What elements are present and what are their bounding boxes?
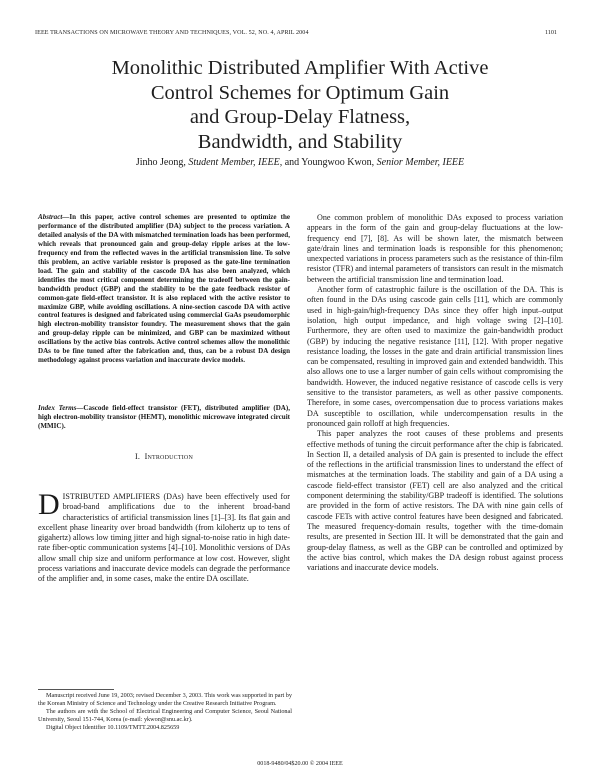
drop-cap: D xyxy=(38,488,60,521)
footnote-rule xyxy=(38,689,114,690)
page-number: 1101 xyxy=(545,30,557,36)
author-membership: Student Member, IEEE, xyxy=(188,157,283,168)
introduction-paragraph xyxy=(38,488,290,585)
author-line xyxy=(30,157,570,168)
author-membership: Senior Member, IEEE xyxy=(376,157,465,168)
section-heading xyxy=(38,452,290,461)
title-line: and Group-Delay Flatness, xyxy=(189,106,411,129)
intro-first-word: ISTRIBUTED AMPLIFIERS xyxy=(62,492,161,501)
index-terms-text: Cascode field-effect transistor (FET), distributed amplifier (DA), high electron-mobility transistor (HEMT), monolithic microwave integrated circuit (MMIC). xyxy=(38,404,290,430)
footnote: Manuscript received June 19, 2003; revised December 3, 2003. This work was supported in part by the Korean Ministry of Science and Technology under the Creative Research Initiative Program. xyxy=(38,692,292,707)
running-header: IEEE TRANSACTIONS ON MICROWAVE THEORY AND TECHNIQUES, VOL. 52, NO. 4, APRIL 2004 xyxy=(35,30,309,36)
title-line: Bandwidth, and Stability xyxy=(197,130,403,153)
abstract-label: Abstract— xyxy=(38,213,70,221)
title-line: Monolithic Distributed Amplifier With Active xyxy=(111,57,489,79)
footnote: Digital Object Identifier 10.1109/TMTT.2004.825659 xyxy=(46,724,180,731)
author-name: Jinho Jeong, xyxy=(135,157,186,168)
author-name: and Youngwoo Kwon, xyxy=(284,157,375,168)
paper-title xyxy=(30,56,570,154)
index-terms xyxy=(38,404,290,431)
abstract-text: In this paper, active control schemes are presented to optimize the performance of the distributed amplifier (DA) subject to the process variation. A detailed analysis of the DA with mismatched termination loads has been performed, which reveals that pronounced gain and group-delay ripple arises at the low-frequency end from the reflected waves in the artificial transmission line. To solve this problem, an active variable resistor is proposed as the gate-line termination load. The gain and stability of the cascode DA has also been analyzed, which identifies the most critical component determining the tradeoff between the gain-bandwidth product (GBP) and the stability to be the gate feedback resistor of common-gate field-effect transistor. It is also replaced with the active resistor to maximize GBP, while avoiding oscillations. A nine-section cascode DA with active control features is designed and fabricated using commercial GaAs pseudomorphic high electron-mobility transistor foundry. The measurement shows that the gain and group-delay ripple can be minimized, and GBP can be maximized without oscillations by the active bias controls. Active control schemes allow the monolithic DAs to be fine tuned after the fabrication and, thus, can be a robust DA design methodology against process variation and inaccurate device models. xyxy=(38,213,290,365)
title-line: Control Schemes for Optimum Gain xyxy=(150,81,450,104)
abstract xyxy=(38,213,290,365)
body-paragraph: One common problem of monolithic DAs exposed to process variation appears in the form of the gain and group-delay fluctuations at the low-frequency end [7], [8]. As will be shown later, the mismatch between gate/drain lines and termination loads is responsible for this phenomenon; unexpected variations in process parameters such as the resistance of thin-film resistor (TFR) and internal parameters of transistors can result in the mismatch between the artificial transmission line and termination load. xyxy=(307,213,563,284)
body-paragraph: This paper analyzes the root causes of these problems and presents effective methods of tuning the circuit performance after the chip is fabricated. In Section II, a detailed analysis of DA gain is presented to include the effect of the reflections in the artificial transmission lines to understand the effect of mismatches at the termination loads. The stability and gain of a DA using a cascode field-effect transistor (FET) cell are also analyzed and the critical component determining the stability/GBP tradeoff is identified. The solutions are provided in the form of active resistors. The DA with nine gain cells of cascode FETs with active control features have been designed and fabricated. The measured frequency-domain results, together with the time-domain results, are presented in Section III. It will be demonstrated that the gain and group-delay flatness, as well as the GBP can be controlled and optimized by the active bias control, which makes the DA design robust against process variations and inaccurate device models. xyxy=(307,429,563,573)
section-number: I. xyxy=(134,452,141,461)
index-terms-label: Index Terms— xyxy=(38,404,84,412)
body-paragraph: Another form of catastrophic failure is the oscillation of the DA. This is often found in the DAs using cascode gain cells [11], which are commonly used in high-gain/high-frequency DAs since they offer high input–output isolation, high output impedance, and high voltage swing [2]–[10]. Furthermore, they are often used to maximize the gain-bandwidth product (GBP) by inducing the negative resistance [11], [12]. With proper negative resistance loading, the losses in the gate and drain artificial transmission lines can be compensated, resulting in improved gain and extended bandwidth. This also allows one to use a larger number of gain cells without compromising the bandwidth. However, the induced negative resistance of cascode cells is very sensitive to the transistor parameters, as well as other passive components. Therefore, in some cases, overcompensation due to process variations makes DA susceptible to oscillation, while undercompensation results in the pronounced gain rolloff at high frequencies. xyxy=(307,285,563,428)
footnotes xyxy=(38,692,292,732)
copyright-line: 0018-9480/04$20.00 © 2004 IEEE xyxy=(257,761,343,767)
intro-text: (DAs) have been effectively used for broad-band amplifications due to the inherent broad-band characteristics of artificial transmission lines [1]–[3]. Its flat gain and excellent phase linearity over broad bandwidth (from kilohertz up to tens of gigahertz) allows low timing jitter and high signal-to-noise ratio in high date-rate fiber-optic communication systems [4]–[10]. Monolithic versions of DAs allow small chip size and uniform performance at low cost. However, slight process variations and inaccurate device models can degrade the performance of the amplifier and, in some cases, make the entire DA oscillate. xyxy=(38,492,290,584)
right-column-text xyxy=(307,213,563,573)
footnote: The authors are with the School of Electrical Engineering and Computer Science, Seoul National University, Seoul 151-744, Korea (e-mail: ykwon@snu.ac.kr). xyxy=(38,708,292,723)
section-title: Introduction xyxy=(144,452,193,461)
